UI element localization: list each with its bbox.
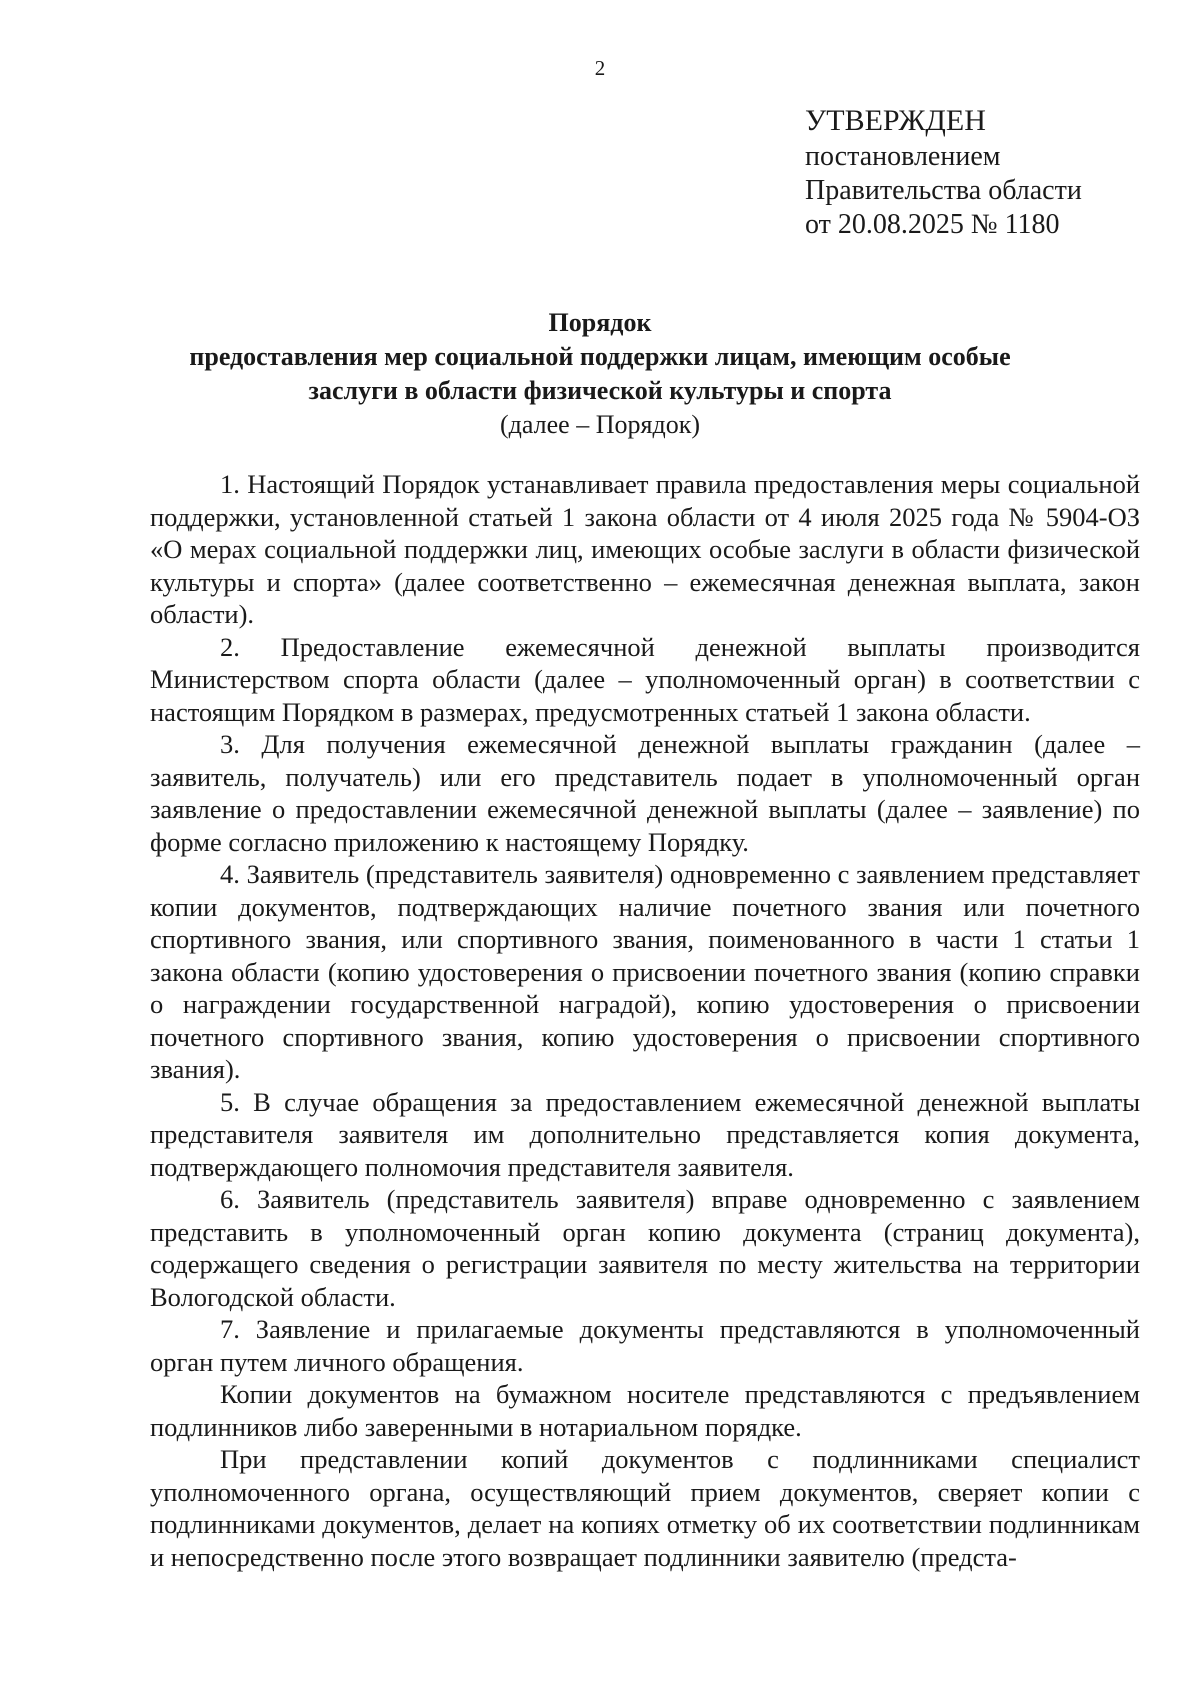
document-title <box>0 306 1200 442</box>
approval-stamp <box>805 104 1082 242</box>
paragraph-7-verification: При представлении копий документов с подлинниками специалист уполномоченного органа, осуществляющий прием документов, сверяет копии с подлинниками документов, делает на копиях отметку об их соответствии подлинникам и непосредственно после этого возвращает подлинники заявителю (предста- <box>150 1444 1140 1572</box>
title-line-2: заслуги в области физической культуры и спорта <box>308 376 892 405</box>
paragraph-2: 2. Предоставление ежемесячной денежной выплаты производится Министерством спорта области (далее – уполномоченный орган) в соответствии с настоящим Порядком в размерах, предусмотренных статьей 1 закона области. <box>150 631 1140 727</box>
paragraph-6: 6. Заявитель (представитель заявителя) вправе одновременно с заявлением представить в уполномоченный орган копию документа (страниц документа), содержащего сведения о регистрации заявителя по месту жительства на территории Вологодской области. <box>150 1184 1140 1312</box>
approval-line-2: Правительства области <box>805 175 1082 206</box>
paragraph-1: 1. Настоящий Порядок устанавливает правила предоставления меры социальной поддержки, установленной статьей 1 закона области от 4 июля 2025 года № 5904-ОЗ «О мерах социальной поддержки лиц, имеющих особые заслуги в области физической культуры и спорта» (далее соответственно – ежемесячная денежная выплата, закон области). <box>150 469 1140 629</box>
paragraph-4: 4. Заявитель (представитель заявителя) одновременно с заявлением представляет копии документов, подтверждающих наличие почетного звания или почетного спортивного звания, или спортивного звания, поименованного в части 1 статьи 1 закона области (копию удостоверения о присвоении почетного звания (копию справки о награждении государственной наградой), копию удостоверения о присвоении почетного спортивного звания, копию удостоверения о присвоении спортивного звания). <box>150 859 1140 1084</box>
page-number: 2 <box>594 56 606 80</box>
paragraph-3: 3. Для получения ежемесячной денежной выплаты гражданин (далее – заявитель, получатель) или его представитель подает в уполномоченный орган заявление о предоставлении ежемесячной денежной выплаты (далее – заявление) по форме согласно приложению к настоящему Порядку. <box>150 729 1140 857</box>
paragraph-7-copies: Копии документов на бумажном носителе представляются с предъявлением подлинников либо заверенными в нотариальном порядке. <box>150 1379 1140 1442</box>
title-subtitle: (далее – Порядок) <box>500 410 700 439</box>
paragraph-7: 7. Заявление и прилагаемые документы представляются в уполномоченный орган путем личного обращения. <box>150 1314 1140 1377</box>
approval-line-3: от 20.08.2025 № 1180 <box>805 209 1060 240</box>
title-line-1: предоставления мер социальной поддержки лицам, имеющим особые <box>189 342 1011 371</box>
document-body <box>150 468 1140 1573</box>
approval-title: УТВЕРЖДЕН <box>805 104 986 137</box>
title-heading: Порядок <box>548 308 652 337</box>
approval-line-1: постановлением <box>805 141 1001 172</box>
paragraph-5: 5. В случае обращения за предоставлением ежемесячной денежной выплаты представителя заявителя им дополнительно представляется копия документа, подтверждающего полномочия представителя заявителя. <box>150 1086 1140 1182</box>
